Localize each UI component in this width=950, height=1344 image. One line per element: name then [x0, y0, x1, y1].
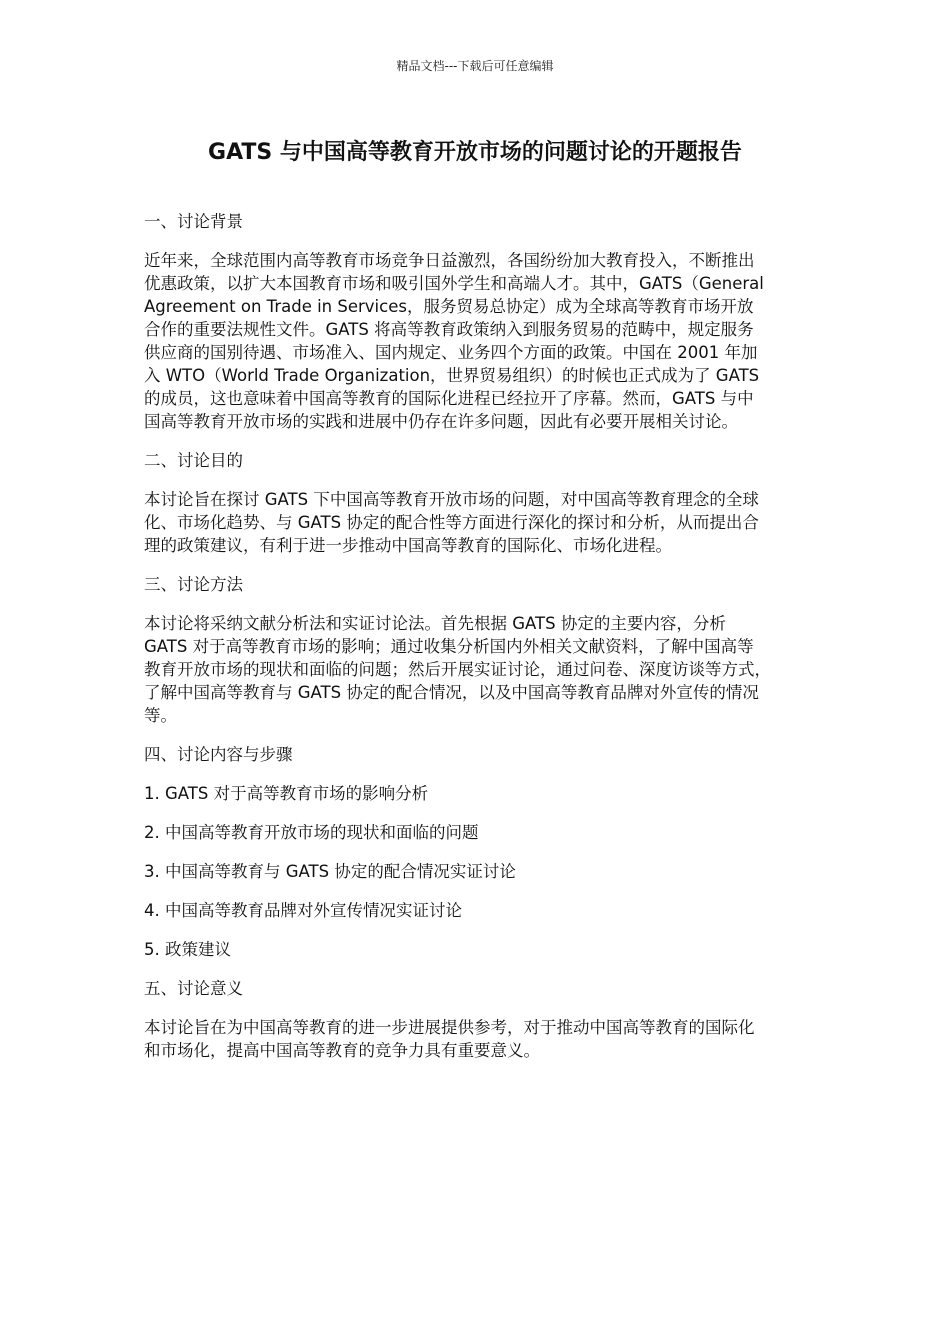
step-item: 1. GATS 对于高等教育市场的影响分析: [144, 784, 429, 803]
text-line: 教育开放市场的现状和面临的问题；然后开展实证讨论，通过问卷、深度访谈等方式，: [144, 660, 771, 679]
step-item: 4. 中国高等教育品牌对外宣传情况实证讨论: [144, 901, 462, 920]
paragraph-method: [144, 612, 809, 727]
text-line: 国高等教育开放市场的实践和进展中仍存在许多问题，因此有必要开展相关讨论。: [144, 412, 738, 431]
section-heading-significance: 五、讨论意义: [144, 979, 243, 998]
section-heading-purpose: 二、讨论目的: [144, 451, 243, 470]
text-line: 本讨论旨在探讨 GATS 下中国高等教育开放市场的问题，对中国高等教育理念的全球: [144, 490, 759, 509]
text-line: 合作的重要法规性文件。GATS 将高等教育政策纳入到服务贸易的范畴中，规定服务: [144, 320, 754, 339]
text-line: Agreement on Trade in Services，服务贸易总协定）成为全球高等教育市场开放: [144, 297, 754, 316]
paragraph-significance: [144, 1016, 809, 1062]
text-line: 等。: [144, 706, 177, 725]
text-line: 化、市场化趋势、与 GATS 协定的配合性等方面进行深化的探讨和分析，从而提出合: [144, 513, 759, 532]
text-line: 和市场化，提高中国高等教育的竞争力具有重要意义。: [144, 1041, 540, 1060]
paragraph-purpose: [144, 488, 809, 557]
text-line: GATS 对于高等教育市场的影响；通过收集分析国内外相关文献资料，了解中国高等: [144, 637, 754, 656]
step-item: 5. 政策建议: [144, 940, 231, 959]
paragraph-background: [144, 249, 809, 433]
page-header: 精品文档---下载后可任意编辑: [396, 59, 554, 73]
section-heading-content-steps: 四、讨论内容与步骤: [144, 745, 293, 764]
document-body: [144, 210, 809, 1078]
document-title: GATS 与中国高等教育开放市场的问题讨论的开题报告: [208, 140, 742, 165]
step-item: 3. 中国高等教育与 GATS 协定的配合情况实证讨论: [144, 862, 516, 881]
text-line: 了解中国高等教育与 GATS 协定的配合情况，以及中国高等教育品牌对外宣传的情况: [144, 683, 759, 702]
text-line: 优惠政策，以扩大本国教育市场和吸引国外学生和高端人才。其中，GATS（General: [144, 274, 764, 293]
text-line: 的成员，这也意味着中国高等教育的国际化进程已经拉开了序幕。然而，GATS 与中: [144, 389, 754, 408]
section-heading-background: 一、讨论背景: [144, 212, 243, 231]
text-line: 供应商的国别待遇、市场准入、国内规定、业务四个方面的政策。中国在 2001 年加: [144, 343, 758, 362]
text-line: 理的政策建议，有利于进一步推动中国高等教育的国际化、市场化进程。: [144, 536, 672, 555]
section-heading-method: 三、讨论方法: [144, 575, 243, 594]
text-line: 近年来，全球范围内高等教育市场竞争日益激烈，各国纷纷加大教育投入，不断推出: [144, 251, 755, 270]
text-line: 本讨论旨在为中国高等教育的进一步进展提供参考，对于推动中国高等教育的国际化: [144, 1018, 755, 1037]
step-item: 2. 中国高等教育开放市场的现状和面临的问题: [144, 823, 479, 842]
text-line: 入 WTO（World Trade Organization，世界贸易组织）的时候也正式成为了 GATS: [144, 366, 760, 385]
text-line: 本讨论将采纳文献分析法和实证讨论法。首先根据 GATS 协定的主要内容，分析: [144, 614, 726, 633]
